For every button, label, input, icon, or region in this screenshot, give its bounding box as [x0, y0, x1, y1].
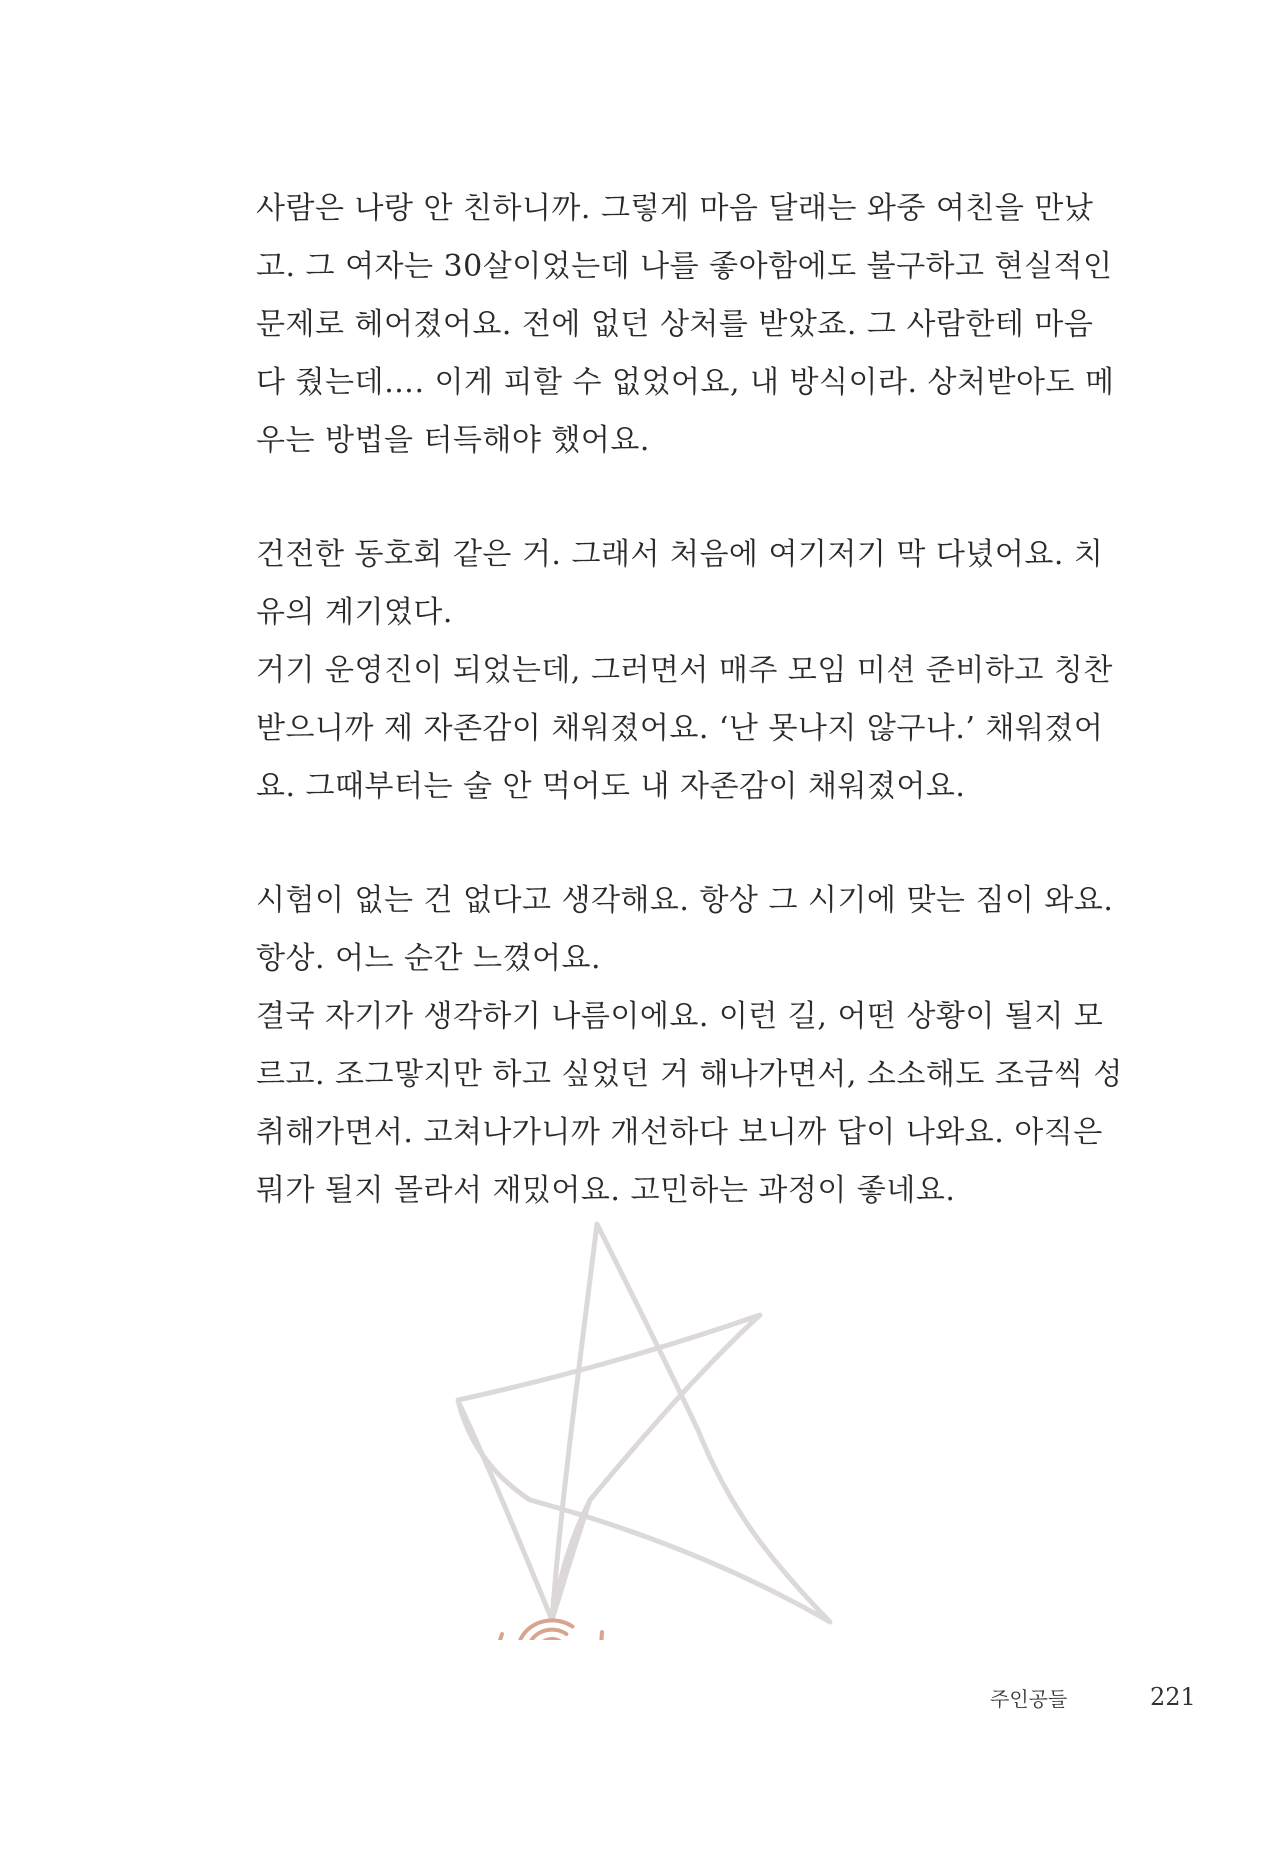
paragraph	[256, 872, 1123, 1220]
running-title: 주인공들	[990, 1687, 1068, 1711]
paragraph	[256, 180, 1115, 470]
text-line: 항상. 어느 순간 느꼈어요.	[256, 941, 601, 976]
text-line: 뭐가 될지 몰라서 재밌어요. 고민하는 과정이 좋네요.	[256, 1173, 956, 1208]
paragraph	[256, 526, 1113, 816]
pendant-spiral	[538, 1639, 566, 1640]
text-line: 취해가면서. 고쳐나가니까 개선하다 보니까 답이 나와요. 아직은	[256, 1115, 1103, 1150]
text-line: 받으니까 제 자존감이 채워졌어요. ‘난 못나지 않구나.’ 채워졌어	[256, 711, 1104, 746]
text-line: 르고. 조그맣지만 하고 싶었던 거 해나가면서, 소소해도 조금씩 성	[256, 1057, 1123, 1092]
text-line: 우는 방법을 터득해야 했어요.	[256, 423, 650, 458]
page-number: 221	[1150, 1683, 1196, 1711]
text-line: 시험이 없는 건 없다고 생각해요. 항상 그 시기에 맞는 짐이 와요.	[256, 883, 1114, 918]
text-line: 사람은 나랑 안 친하니까. 그렇게 마음 달래는 와중 여친을 만났	[256, 191, 1094, 226]
pendant-mark	[602, 1632, 607, 1640]
text-line: 문제로 헤어졌어요. 전에 없던 상처를 받았죠. 그 사람한테 마음	[256, 307, 1094, 342]
text-line: 건전한 동호회 같은 거. 그래서 처음에 여기저기 막 다녔어요. 치	[256, 537, 1104, 572]
text-line: 유의 계기였다.	[256, 595, 453, 630]
star-pendant-doodle-icon	[440, 1210, 860, 1640]
star-stroke	[460, 1405, 552, 1620]
pendant	[486, 1620, 615, 1640]
text-line: 다 줬는데…. 이게 피할 수 없었어요, 내 방식이라. 상처받아도 메	[256, 365, 1115, 400]
text-line: 고. 그 여자는 30살이었는데 나를 좋아함에도 불구하고 현실적인	[256, 249, 1113, 284]
pendant-mark	[496, 1634, 502, 1640]
star-outline	[458, 1224, 830, 1622]
text-line: 결국 자기가 생각하기 나름이에요. 이런 길, 어떤 상황이 될지 모	[256, 999, 1104, 1034]
body-text	[256, 180, 1123, 1276]
text-line: 요. 그때부터는 술 안 먹어도 내 자존감이 채워졌어요.	[256, 769, 966, 804]
text-line: 거기 운영진이 되었는데, 그러면서 매주 모임 미션 준비하고 칭찬	[256, 653, 1113, 688]
